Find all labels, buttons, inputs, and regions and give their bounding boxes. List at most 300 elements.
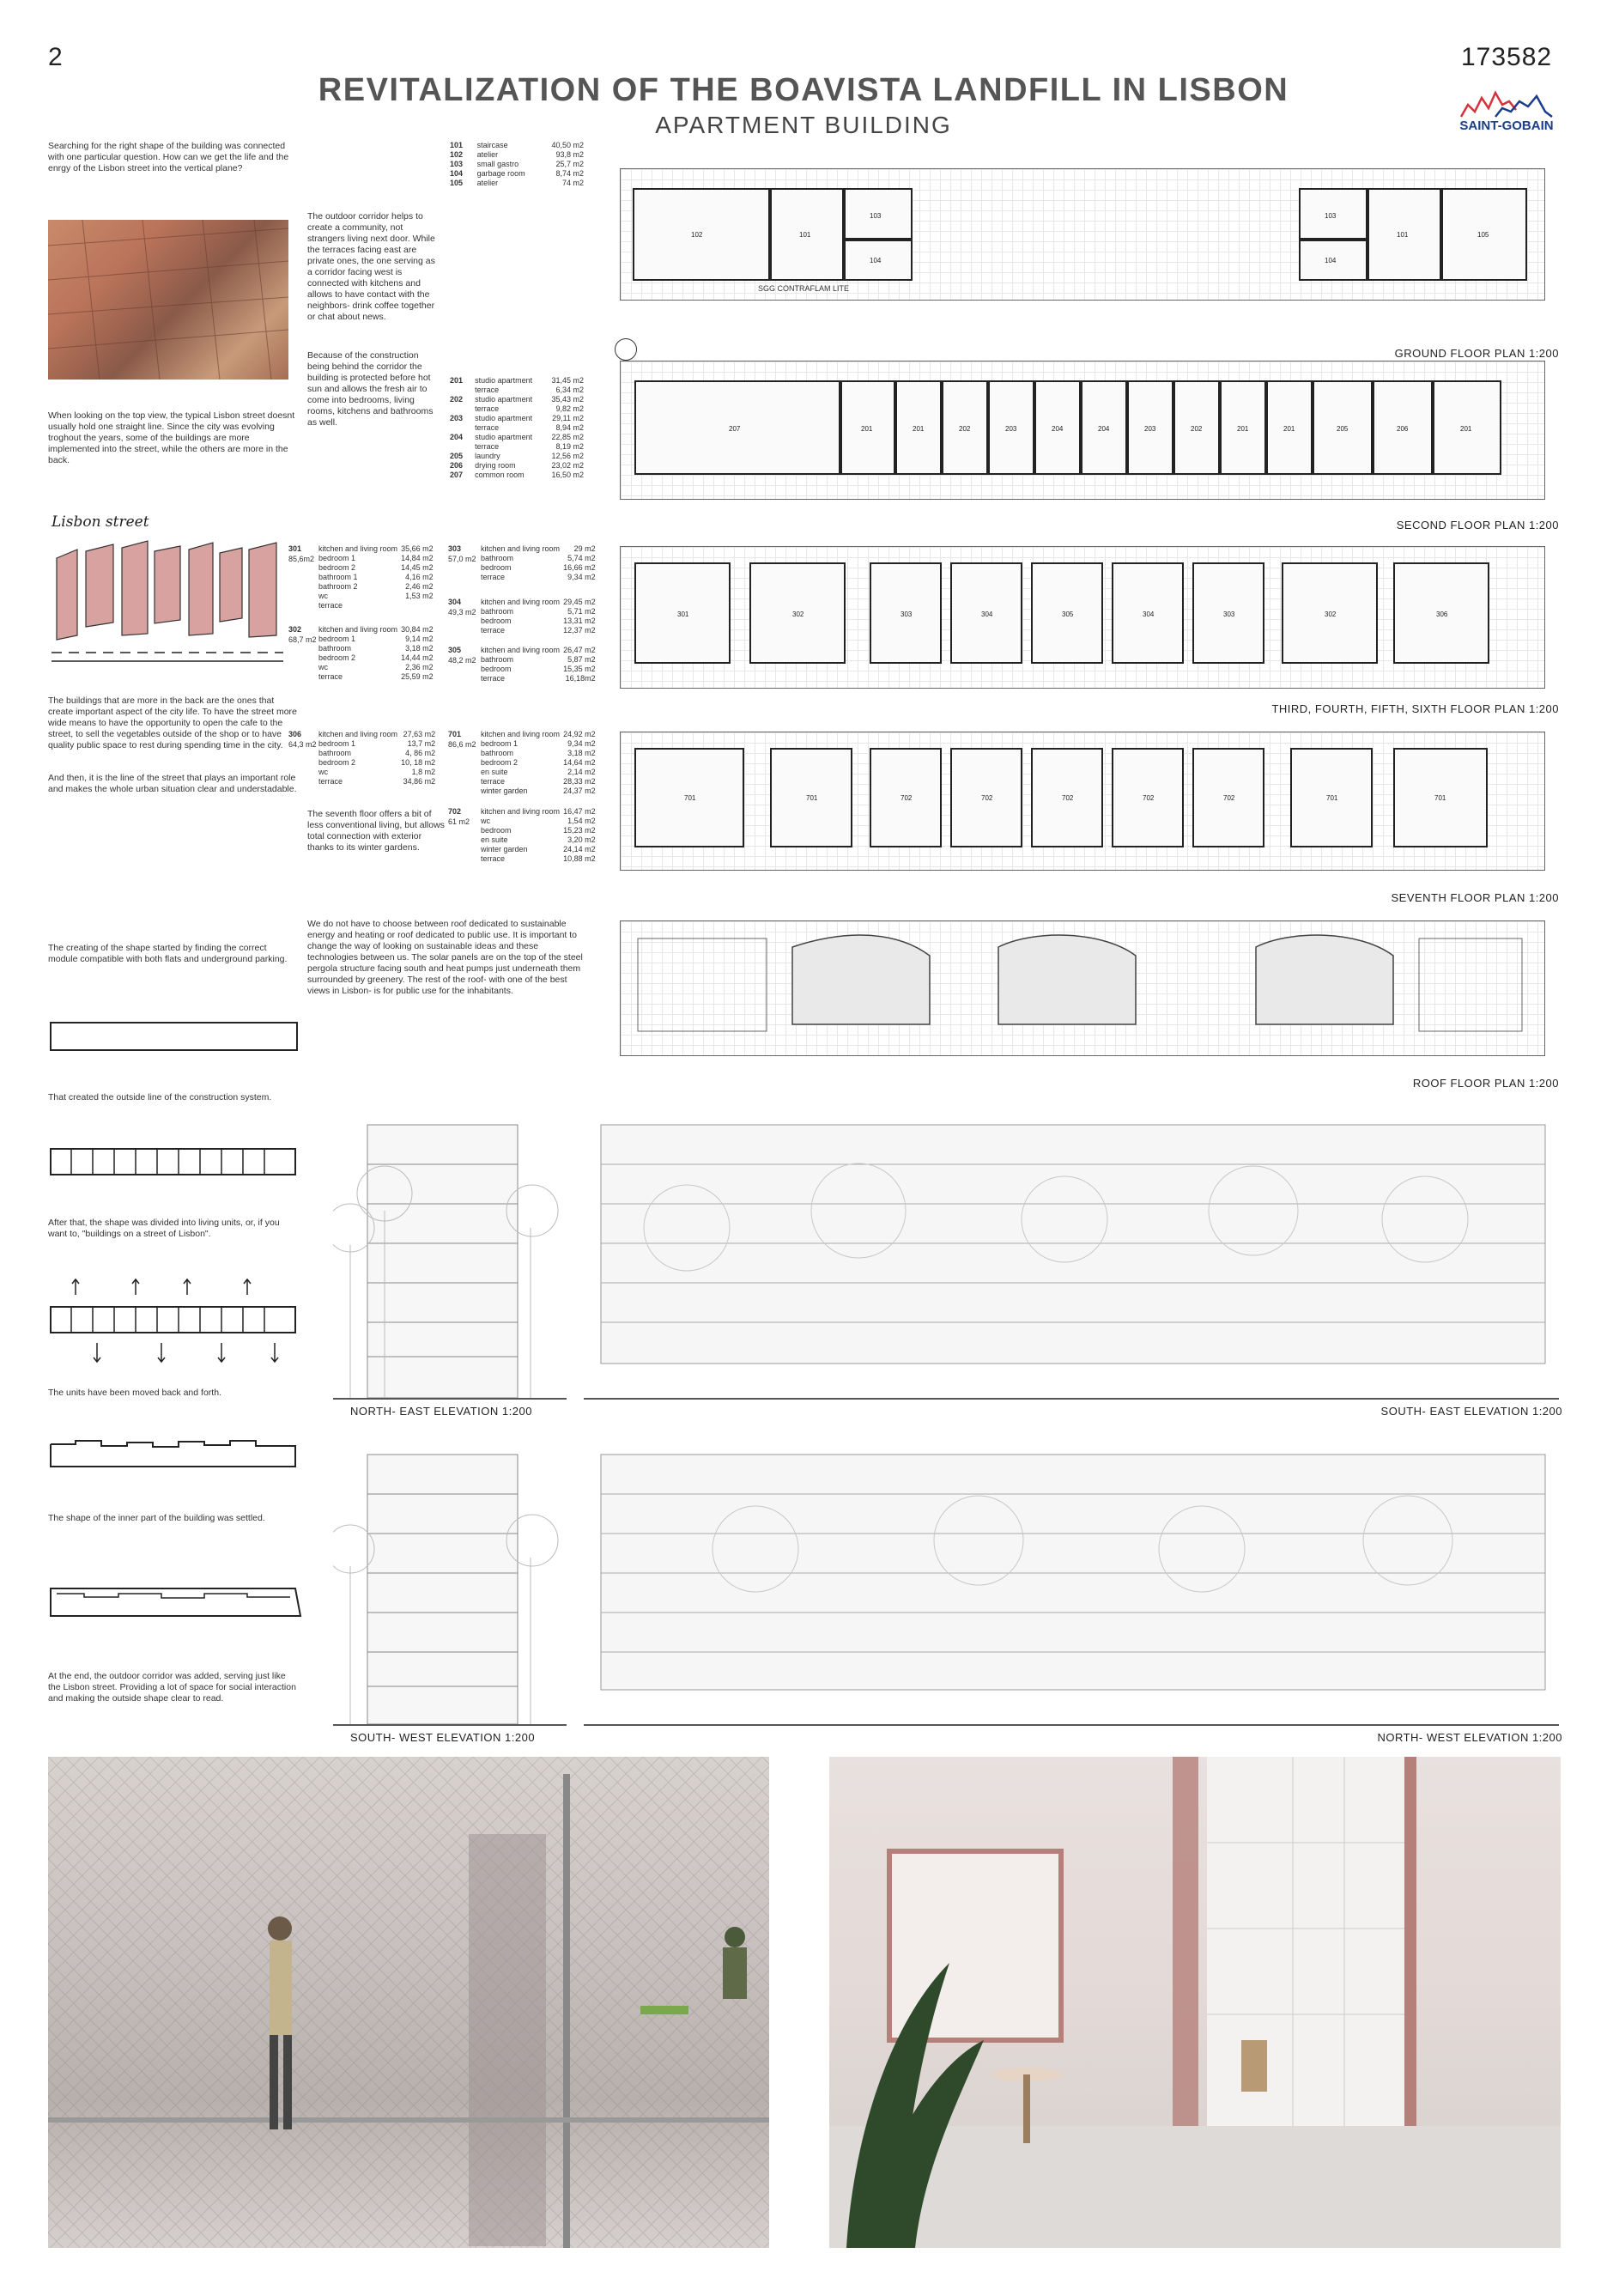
- seventh-unit-702c: 702: [1031, 748, 1103, 847]
- room-name: terrace: [475, 442, 500, 451]
- apartment-room-area: 1,53 m2: [405, 592, 434, 600]
- ground-unit-104b: 104: [1299, 240, 1367, 281]
- room-no: [450, 442, 475, 452]
- apartment-room-area: 16,18m2: [565, 674, 596, 683]
- shape-step-3-text: After that, the shape was divided into living units, or, if you want to, "buildings on a street of Lisbon".: [48, 1218, 280, 1239]
- room-row: [450, 433, 587, 442]
- apartment-room-name: en suite: [481, 768, 508, 776]
- shape-step-2-diagram: [50, 1147, 299, 1178]
- se-elevation-drawing: [584, 1090, 1559, 1398]
- ground-unit-101b: 101: [1367, 188, 1441, 281]
- room-no: [450, 386, 475, 395]
- seventh-unit-701d: 701: [1393, 748, 1488, 847]
- apartment-room-row: [481, 758, 599, 768]
- apartment-room-row: [481, 544, 599, 554]
- apartment-room-row: [318, 601, 437, 610]
- seventh-unit-701c: 701: [1290, 748, 1373, 847]
- apartment-room-row: [318, 563, 437, 573]
- apartment-room-name: terrace: [481, 777, 506, 786]
- apartment-room-row: [481, 845, 599, 854]
- room-area: 31,45 m2: [551, 376, 584, 385]
- seventh-unit-702: 702: [870, 748, 942, 847]
- room-no: 101: [450, 141, 464, 149]
- apartment-room-row: [481, 835, 599, 845]
- room-no: 206: [450, 461, 464, 470]
- apartment-room-area: 12,37 m2: [563, 626, 596, 635]
- roof-floor-plan-label: ROOF FLOOR PLAN 1:200: [1412, 1077, 1559, 1090]
- room-row: [450, 179, 587, 188]
- apartment-room-name: bedroom 2: [318, 563, 356, 572]
- apartment-room-area: 2,46 m2: [405, 582, 434, 591]
- apartment-room-row: [318, 573, 437, 582]
- room-area: 93,8 m2: [555, 150, 584, 159]
- seventh-unit-702e: 702: [1192, 748, 1264, 847]
- room-area: 35,43 m2: [551, 395, 584, 404]
- interior-render-drawing: [829, 1757, 1561, 2248]
- apartment-room-name: kitchen and living room: [481, 544, 561, 553]
- room-no: 202: [450, 395, 464, 404]
- ground-unit-102: 102: [633, 188, 770, 281]
- units-arrows-drawing: [50, 1276, 299, 1370]
- room-no: 102: [450, 150, 464, 159]
- room-area: 9,82 m2: [555, 404, 584, 413]
- apartment-room-name: bathroom: [481, 655, 514, 664]
- back-buildings-text: The buildings that are more in the back are the ones that create important aspect of the city life. To have the street more wide means to have the opportunity to open the cafe to the street, to sell the vegetables outside of the shop or to have quality public space to rest during spending time in the city.: [48, 695, 297, 750]
- apartment-room-row: [318, 739, 439, 749]
- apartment-room-row: [481, 665, 599, 674]
- apartment-room-name: winter garden: [481, 845, 528, 853]
- apartment-room-area: 34,86 m2: [403, 777, 436, 786]
- logo-skyline-icon: [1451, 86, 1562, 120]
- room-area: 29,11 m2: [552, 414, 584, 422]
- apartment-room-row: [481, 607, 599, 617]
- room-row: [450, 442, 587, 452]
- apartment-room-name: wc: [318, 663, 328, 671]
- second-unit-206: 206: [1373, 380, 1433, 475]
- apartment-room-row: [481, 817, 599, 826]
- room-no: 201: [450, 376, 464, 385]
- apartment-room-area: 10, 18 m2: [401, 758, 436, 767]
- corridor-text: The outdoor corridor helps to create a community, not strangers living next door. While the terraces facing east are private ones, the one serving as a corridor facing west is connected with kitchens and allows to have contact with the neighbors- drink coffee together or chat about news.: [307, 211, 435, 322]
- ground-unit-103: 103: [844, 188, 913, 240]
- apartment-room-name: bedroom 1: [318, 739, 356, 748]
- third-unit-306: 306: [1393, 562, 1489, 664]
- apartment-room-name: bedroom: [481, 617, 512, 625]
- apartment-room-name: kitchen and living room: [481, 730, 561, 738]
- apartment-room-name: bedroom 1: [318, 635, 356, 643]
- apartment-room-name: wc: [318, 768, 328, 776]
- room-no: 205: [450, 452, 464, 460]
- room-area: 74 m2: [561, 179, 584, 187]
- room-row: [450, 404, 587, 414]
- room-area: 12,56 m2: [551, 452, 584, 460]
- room-name: terrace: [475, 404, 500, 413]
- ne-elevation-drawing: [333, 1090, 567, 1398]
- intro-text: Searching for the right shape of the building was connected with one particular question. How can we get the life and the enrgy of the Lisbon street into the vertical plane?: [48, 141, 289, 173]
- second-floor-plan-label: SECOND FLOOR PLAN 1:200: [1396, 519, 1559, 531]
- apartment-room-row: [318, 749, 439, 758]
- second-unit-202b: 202: [1173, 380, 1220, 475]
- room-name: studio apartment: [475, 414, 533, 422]
- street-line-text: And then, it is the line of the street that plays an important role and makes the whole urban situation clear and understadable.: [48, 773, 297, 794]
- apartment-room-area: 5,71 m2: [567, 607, 596, 616]
- room-row: [450, 150, 587, 160]
- second-unit-201: 201: [840, 380, 895, 475]
- ground-unit-104: 104: [844, 240, 913, 281]
- shape-step-1-text: The creating of the shape started by finding the correct module compatible with both flats and underground parking.: [48, 943, 288, 964]
- apartment-room-area: 29,45 m2: [563, 598, 596, 606]
- room-name: terrace: [475, 423, 500, 432]
- apartment-room-area: 5,87 m2: [567, 655, 596, 664]
- third-unit-302: 302: [749, 562, 846, 664]
- seventh-unit-702d: 702: [1112, 748, 1184, 847]
- apartment-room-row: [318, 554, 437, 563]
- apartment-room-area: 25,59 m2: [401, 672, 434, 681]
- apartment-room-row: [481, 777, 599, 787]
- ground-glazing-tag: SGG CONTRAFLAM LITE: [758, 284, 850, 293]
- apartment-room-area: 26,47 m2: [563, 646, 596, 654]
- apartment-room-area: 1,54 m2: [567, 817, 596, 825]
- corridor-render: [48, 1757, 769, 2248]
- room-row: [450, 423, 587, 433]
- room-area: 6,34 m2: [555, 386, 584, 394]
- apartment-room-name: terrace: [481, 626, 506, 635]
- seventh-unit-702b: 702: [950, 748, 1022, 847]
- apartment-room-row: [481, 739, 599, 749]
- seventh-unit-701: 701: [634, 748, 744, 847]
- apartment-room-name: bedroom: [481, 665, 512, 673]
- apartment-room-area: 14,45 m2: [401, 563, 434, 572]
- apartment-room-area: 35,66 m2: [401, 544, 434, 553]
- apartment-room-row: [318, 777, 439, 787]
- apartment-room-row: [318, 653, 437, 663]
- second-unit-205: 205: [1313, 380, 1373, 475]
- room-name: studio apartment: [475, 433, 533, 441]
- apartment-room-area: 15,23 m2: [563, 826, 596, 835]
- apartment-room-area: 10,88 m2: [563, 854, 596, 863]
- apartment-room-area: 3,20 m2: [567, 835, 596, 844]
- apartment-room-name: bathroom 1: [318, 573, 358, 581]
- apartment-room-area: [401, 601, 437, 610]
- south-east-elevation: [584, 1090, 1559, 1400]
- apartment-room-name: bedroom 2: [481, 758, 518, 767]
- room-row: [450, 395, 587, 404]
- topview-text: When looking on the top view, the typical Lisbon street doesnt usually hold one straight line. Since the city was evolving troghout the years, some of the buildings are more implemented into the street, while the others are more in the back.: [48, 410, 295, 465]
- south-west-elevation: [333, 1420, 567, 1726]
- aerial-roofs-pattern: [48, 220, 288, 380]
- apartment-room-name: kitchen and living room: [318, 730, 398, 738]
- apartment-room-name: bathroom: [481, 554, 514, 562]
- ground-floor-plan: [620, 168, 1545, 301]
- logo-wordmark: SAINT-GOBAIN: [1459, 118, 1554, 133]
- apartment-room-name: wc: [318, 592, 328, 600]
- apartment-room-name: kitchen and living room: [318, 625, 398, 634]
- apartment-room-row: [481, 563, 599, 573]
- second-unit-201d: 201: [1266, 380, 1313, 475]
- sw-elevation-drawing: [333, 1420, 567, 1724]
- apartment-room-row: [318, 730, 439, 739]
- apartment-room-area: 2,14 m2: [567, 768, 596, 776]
- apartment-room-name: kitchen and living room: [481, 807, 561, 816]
- apartment-room-row: [318, 582, 437, 592]
- sketch-label: Lisbon street: [52, 513, 149, 531]
- room-area: 23,02 m2: [551, 461, 584, 470]
- apartment-room-area: 24,92 m2: [563, 730, 596, 738]
- second-unit-201e: 201: [1433, 380, 1501, 475]
- roof-floor-plan: [620, 920, 1545, 1056]
- apartment-room-name: bathroom: [481, 607, 514, 616]
- ground-floor-plan-label: GROUND FLOOR PLAN 1:200: [1394, 347, 1559, 360]
- apartment-room-row: [481, 787, 599, 796]
- apartment-room-area: 4,16 m2: [405, 573, 434, 581]
- apartment-room-row: [318, 625, 437, 635]
- apartment-room-name: terrace: [481, 573, 506, 581]
- north-east-elevation: [333, 1090, 567, 1400]
- apartment-room-area: 15,35 m2: [563, 665, 596, 673]
- apartment-room-name: bedroom 2: [318, 653, 356, 662]
- apartment-room-name: bedroom: [481, 563, 512, 572]
- second-unit-201b: 201: [895, 380, 942, 475]
- shape-step-4-diagram: [50, 1439, 299, 1470]
- room-name: studio apartment: [475, 395, 533, 404]
- roof-text: We do not have to choose between roof dedicated to sustainable energy and heating or roof dedicated to public use. It is important to change the way of looking on sustainable ideas and these technologies between us. The solar panels are on the top of the steel pergola structure facing south and heat pumps just underneath them surrounded by greenery. The rest of the roof- with one of the best views in Lisbon- is for public use for the inhabitants.: [307, 919, 583, 996]
- room-name: atelier: [476, 150, 499, 159]
- room-name: laundry: [475, 452, 500, 460]
- nw-elevation-drawing: [584, 1420, 1559, 1724]
- room-area: 8,74 m2: [555, 169, 584, 178]
- room-no: [450, 404, 475, 414]
- shape-step-6-text: At the end, the outdoor corridor was added, serving just like the Lisbon street. Providing a lot of space for social interaction and making the outside shape clear to read.: [48, 1671, 296, 1704]
- shape-step-4-text: The units have been moved back and forth.: [48, 1388, 221, 1398]
- room-row: [450, 386, 587, 395]
- ground-unit-105: 105: [1441, 188, 1527, 281]
- apartment-room-row: [318, 758, 439, 768]
- third-unit-304: 304: [950, 562, 1022, 664]
- apartment-room-row: [318, 544, 437, 554]
- apartment-room-name: bedroom 2: [318, 758, 356, 767]
- apartment-room-name: terrace: [318, 777, 343, 786]
- project-code: 173582: [1461, 43, 1553, 71]
- module-grid-drawing: [50, 1147, 299, 1178]
- apartment-room-row: [481, 626, 599, 635]
- room-row: [450, 376, 587, 386]
- apartment-room-row: [318, 592, 437, 601]
- seventh-floor-text: The seventh floor offers a bit of less conventional living, but allows total connection with exterior thanks to its winter gardens.: [307, 809, 445, 853]
- shape-step-5-text: The shape of the inner part of the building was settled.: [48, 1513, 265, 1523]
- room-area: 8,19 m2: [555, 442, 584, 451]
- third-unit-302b: 302: [1282, 562, 1378, 664]
- apartment-room-row: [481, 554, 599, 563]
- apartment-room-area: 28,33 m2: [563, 777, 596, 786]
- second-unit-204b: 204: [1081, 380, 1127, 475]
- second-unit-201c: 201: [1220, 380, 1266, 475]
- room-no: 104: [450, 169, 464, 178]
- third-unit-305: 305: [1031, 562, 1103, 664]
- apartment-room-name: wc: [481, 817, 490, 825]
- apartment-room-name: kitchen and living room: [318, 544, 398, 553]
- street-sketch-drawing: [52, 532, 283, 665]
- room-no: 103: [450, 160, 464, 168]
- third-unit-304b: 304: [1112, 562, 1184, 664]
- room-area: 16,50 m2: [551, 471, 584, 479]
- apartment-room-area: 13,31 m2: [563, 617, 596, 625]
- apartment-room-row: [318, 663, 437, 672]
- shape-step-2-text: That created the outside line of the construction system.: [48, 1092, 272, 1102]
- apartment-room-row: [318, 672, 437, 682]
- third-floor-plan-label: THIRD, FOURTH, FIFTH, SIXTH FLOOR PLAN 1:200: [1271, 702, 1559, 715]
- room-name: drying room: [475, 461, 516, 470]
- room-row: [450, 461, 587, 471]
- corridor-render-drawing: [48, 1757, 769, 2248]
- apartment-room-area: 5,74 m2: [567, 554, 596, 562]
- room-area: 25,7 m2: [555, 160, 584, 168]
- apartment-room-row: [318, 768, 439, 777]
- apartment-room-area: 1,8 m2: [411, 768, 436, 776]
- apartment-room-name: bedroom 1: [481, 739, 518, 748]
- apartment-room-row: [481, 573, 599, 582]
- third-unit-303b: 303: [1192, 562, 1264, 664]
- apartment-room-row: [481, 730, 599, 739]
- apartment-room-row: [318, 635, 437, 644]
- room-name: terrace: [475, 386, 500, 394]
- ground-unit-103b: 103: [1299, 188, 1367, 240]
- apartment-room-area: 2,36 m2: [405, 663, 434, 671]
- north-west-elevation: [584, 1420, 1559, 1726]
- apartment-room-name: bathroom: [481, 749, 514, 757]
- apartment-room-area: 29 m2: [573, 544, 596, 553]
- seventh-floor-plan: [620, 732, 1545, 871]
- interior-render: [829, 1757, 1561, 2248]
- shape-step-3-diagram: [50, 1276, 299, 1370]
- room-name: atelier: [476, 179, 499, 187]
- shape-step-1-diagram: [50, 1022, 298, 1051]
- apartment-room-name: kitchen and living room: [481, 598, 561, 606]
- room-name: staircase: [476, 141, 508, 149]
- room-area: 40,50 m2: [551, 141, 584, 149]
- apartment-room-name: en suite: [481, 835, 508, 844]
- north-east-elevation-label: NORTH- EAST ELEVATION 1:200: [350, 1405, 532, 1418]
- lisbon-street-sketch: [52, 513, 283, 668]
- apartment-room-area: 24,14 m2: [563, 845, 596, 853]
- room-no: [450, 423, 475, 433]
- room-no: 207: [450, 471, 464, 479]
- apartment-room-area: 9,34 m2: [567, 739, 596, 748]
- roof-pergola-drawing: [621, 921, 1544, 1055]
- shape-step-5-diagram: [50, 1585, 303, 1619]
- room-row: [450, 141, 587, 150]
- apartment-room-area: 13,7 m2: [407, 739, 436, 748]
- ground-floor-room-table: [450, 141, 587, 188]
- aerial-photo: [48, 220, 288, 380]
- apartment-room-row: [481, 807, 599, 817]
- room-no: 105: [450, 179, 464, 187]
- apartment-room-name: kitchen and living room: [481, 646, 561, 654]
- apartment-room-row: [481, 598, 599, 607]
- page-title: REVITALIZATION OF THE BOAVISTA LANDFILL IN LISBON: [318, 72, 1289, 108]
- room-name: studio apartment: [475, 376, 533, 385]
- apartment-room-area: 3,18 m2: [567, 749, 596, 757]
- apartment-room-row: [318, 644, 437, 653]
- saint-gobain-logo: [1451, 86, 1562, 139]
- apartment-room-area: 14,84 m2: [401, 554, 434, 562]
- apartment-room-row: [481, 854, 599, 864]
- page-subtitle: APARTMENT BUILDING: [655, 112, 952, 138]
- apartment-room-name: bedroom: [481, 826, 512, 835]
- apartment-room-row: [481, 617, 599, 626]
- seventh-floor-plan-label: SEVENTH FLOOR PLAN 1:200: [1391, 891, 1559, 904]
- north-west-elevation-label: NORTH- WEST ELEVATION 1:200: [1377, 1731, 1562, 1744]
- apartment-room-area: 9,34 m2: [567, 573, 596, 581]
- room-row: [450, 471, 587, 480]
- apartment-room-row: [481, 646, 599, 655]
- apartment-room-name: terrace: [318, 601, 343, 610]
- apartment-room-name: terrace: [481, 674, 506, 683]
- second-unit-207: 207: [634, 380, 840, 475]
- apartment-room-area: 4, 86 m2: [405, 749, 436, 757]
- third-floor-plan: [620, 546, 1545, 689]
- ground-unit-101: 101: [770, 188, 844, 281]
- room-row: [450, 414, 587, 423]
- seventh-unit-701b: 701: [770, 748, 852, 847]
- apartment-room-name: terrace: [481, 854, 506, 863]
- room-name: garbage room: [476, 169, 525, 178]
- apartment-room-row: [481, 768, 599, 777]
- room-area: 22,85 m2: [551, 433, 584, 441]
- apartment-room-row: [481, 655, 599, 665]
- second-unit-204: 204: [1034, 380, 1081, 475]
- construction-text: Because of the construction being behind the corridor the building is protected before hot sun and allows the fresh air to come into bedrooms, living rooms, kitchens and bathrooms as well.: [307, 350, 434, 428]
- apartment-room-area: 14,44 m2: [401, 653, 434, 662]
- apartment-room-name: bedroom 1: [318, 554, 356, 562]
- apartment-room-area: 3,18 m2: [405, 644, 434, 653]
- room-row: [450, 452, 587, 461]
- apartment-room-name: winter garden: [481, 787, 528, 795]
- stepped-outline-drawing: [50, 1439, 299, 1470]
- apartment-room-name: bathroom 2: [318, 582, 358, 591]
- apartment-room-name: bathroom: [318, 644, 352, 653]
- apartment-room-row: [481, 749, 599, 758]
- room-row: [450, 160, 587, 169]
- north-arrow-icon: [615, 338, 637, 361]
- room-no: 203: [450, 414, 464, 422]
- second-floor-room-table: [450, 376, 587, 480]
- second-unit-203: 203: [988, 380, 1034, 475]
- room-name: small gastro: [476, 160, 519, 168]
- second-unit-203b: 203: [1127, 380, 1173, 475]
- apartment-room-area: 24,37 m2: [563, 787, 596, 795]
- third-unit-303: 303: [870, 562, 942, 664]
- apartment-room-name: terrace: [318, 672, 343, 681]
- apartment-room-row: [481, 674, 599, 683]
- page-number: 2: [48, 43, 63, 71]
- south-east-elevation-label: SOUTH- EAST ELEVATION 1:200: [1380, 1405, 1562, 1418]
- room-no: 204: [450, 433, 464, 441]
- room-row: [450, 169, 587, 179]
- apartment-room-area: 9,14 m2: [405, 635, 434, 643]
- inner-shape-drawing: [50, 1585, 303, 1619]
- second-unit-202: 202: [942, 380, 988, 475]
- apartment-room-area: 16,66 m2: [563, 563, 596, 572]
- apartment-room-row: [481, 826, 599, 835]
- apartment-room-area: 27,63 m2: [403, 730, 436, 738]
- room-name: common room: [475, 471, 525, 479]
- south-west-elevation-label: SOUTH- WEST ELEVATION 1:200: [350, 1731, 536, 1744]
- third-unit-301: 301: [634, 562, 731, 664]
- apartment-room-area: 30,84 m2: [401, 625, 434, 634]
- room-area: 8,94 m2: [555, 423, 584, 432]
- apartment-room-area: 16,47 m2: [563, 807, 596, 816]
- apartment-room-area: 14,64 m2: [563, 758, 596, 767]
